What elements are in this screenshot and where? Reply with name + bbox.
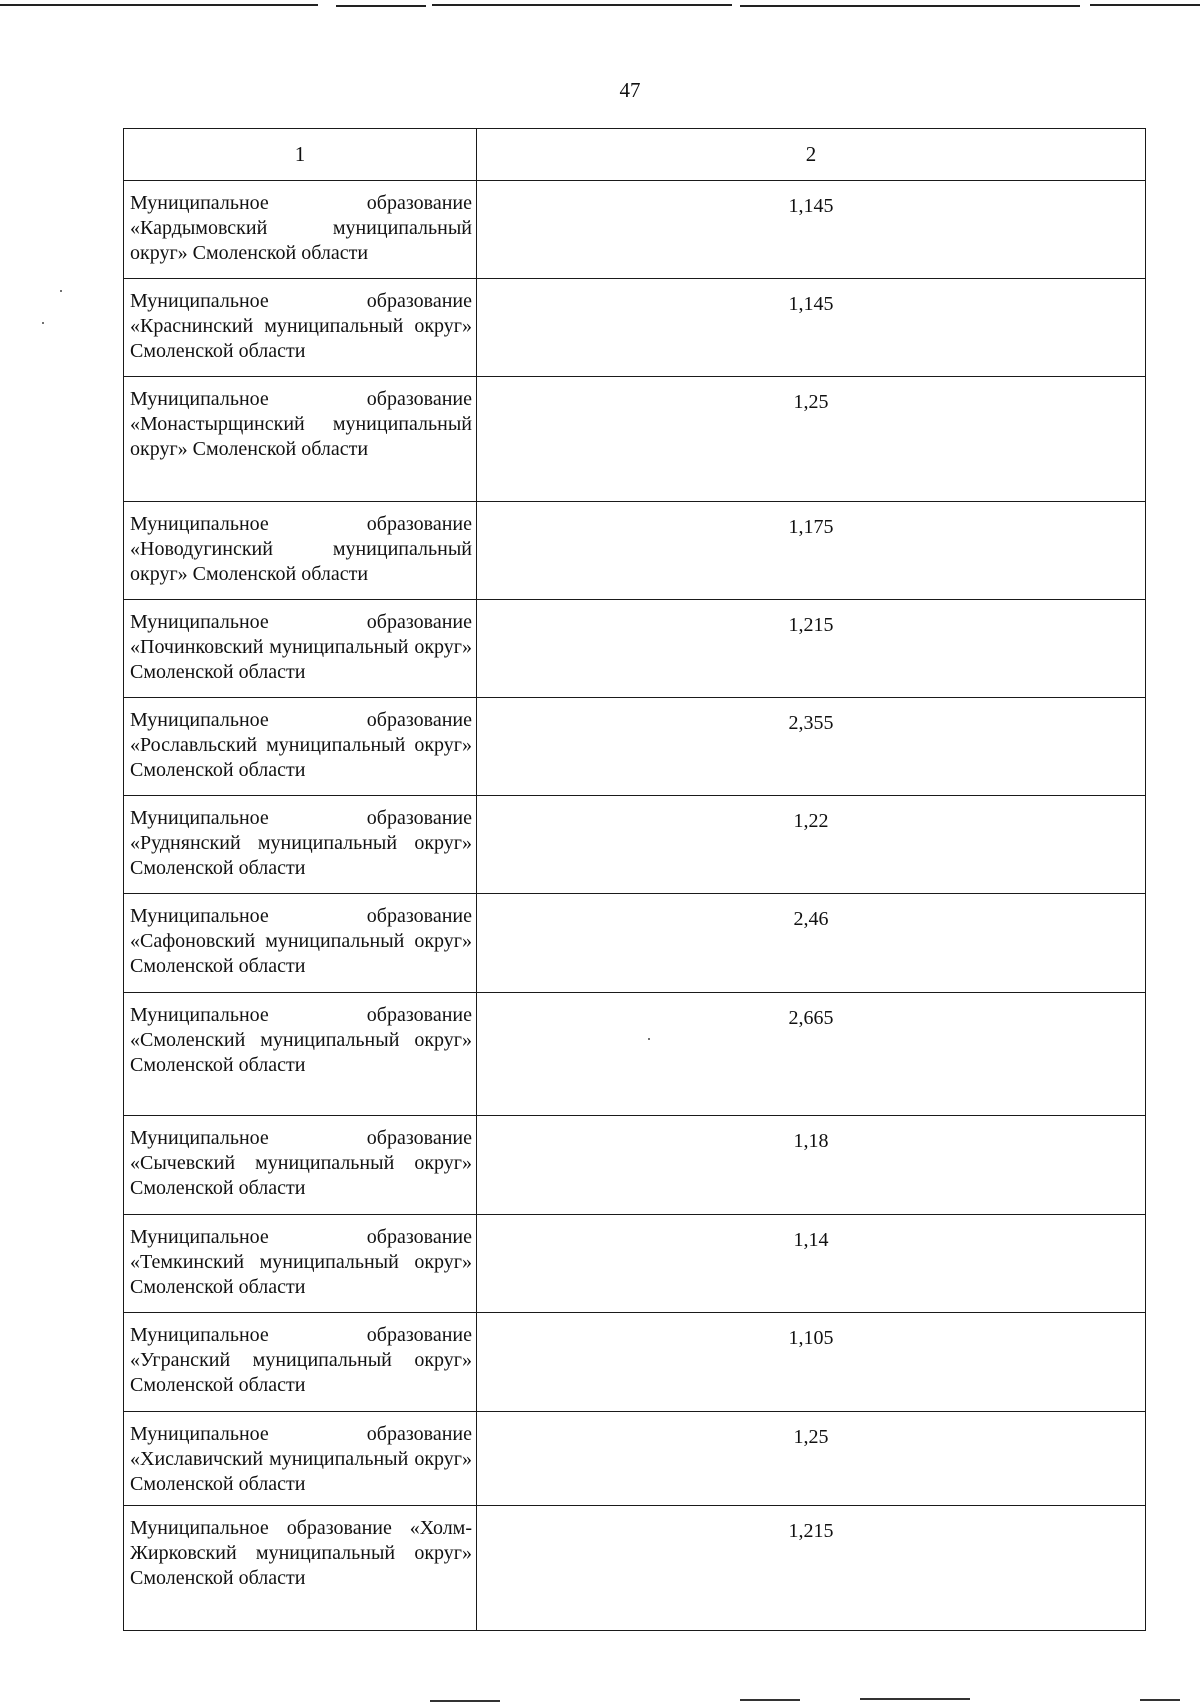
scan-bottom-edge	[0, 1697, 1200, 1703]
scan-speck	[42, 322, 44, 324]
table-row	[124, 1313, 1146, 1412]
coefficient-value: 1,145	[477, 181, 1146, 279]
coefficient-value: 1,145	[477, 279, 1146, 377]
table-row	[124, 279, 1146, 377]
municipality-name: Муниципальное образование «Сычевский муниципальный округ» Смоленской области	[124, 1116, 477, 1215]
municipality-name: Муниципальное образование «Сафоновский муниципальный округ» Смоленской области	[124, 894, 477, 993]
municipality-name: Муниципальное образование «Темкинский муниципальный округ» Смоленской области	[124, 1215, 477, 1313]
table-row	[124, 600, 1146, 698]
coefficient-value: 1,18	[477, 1116, 1146, 1215]
coefficient-value: 1,25	[477, 1412, 1146, 1506]
table-row	[124, 1215, 1146, 1313]
coefficient-value: 2,46	[477, 894, 1146, 993]
municipality-name: Муниципальное образование «Починковский муниципальный округ» Смоленской области	[124, 600, 477, 698]
coefficient-value: 1,175	[477, 502, 1146, 600]
municipality-name: Муниципальное образование «Смоленский муниципальный округ» Смоленской области	[124, 993, 477, 1116]
municipality-name: Муниципальное образование «Руднянский муниципальный округ» Смоленской области	[124, 796, 477, 894]
coefficient-value: 1,215	[477, 600, 1146, 698]
coefficient-value: 1,22	[477, 796, 1146, 894]
table-row	[124, 894, 1146, 993]
table-row	[124, 502, 1146, 600]
column-header-1: 1	[124, 129, 477, 181]
municipality-name: Муниципальное образование «Монастырщинский муниципальный округ» Смоленской области	[124, 377, 477, 502]
coefficient-value: 1,105	[477, 1313, 1146, 1412]
table-row	[124, 377, 1146, 502]
coefficient-value: 2,355	[477, 698, 1146, 796]
municipality-name: Муниципальное образование «Хиславичский муниципальный округ» Смоленской области	[124, 1412, 477, 1506]
table-row	[124, 1506, 1146, 1631]
scan-speck	[60, 290, 62, 292]
municipality-name: Муниципальное образование «Кардымовский муниципальный округ» Смоленской области	[124, 181, 477, 279]
municipality-name: Муниципальное образование «Холм-Жирковский муниципальный округ» Смоленской области	[124, 1506, 477, 1631]
municipality-name: Муниципальное образование «Рославльский муниципальный округ» Смоленской области	[124, 698, 477, 796]
coefficient-value: 1,14	[477, 1215, 1146, 1313]
table-header-row	[124, 129, 1146, 181]
table-row	[124, 1116, 1146, 1215]
table-row	[124, 181, 1146, 279]
municipality-name: Муниципальное образование «Угранский муниципальный округ» Смоленской области	[124, 1313, 477, 1412]
coefficient-value: 1,215	[477, 1506, 1146, 1631]
table-row	[124, 1412, 1146, 1506]
table-row	[124, 698, 1146, 796]
column-header-2: 2	[477, 129, 1146, 181]
table-row	[124, 993, 1146, 1116]
data-table	[123, 128, 1146, 1631]
coefficient-value: 1,25	[477, 377, 1146, 502]
municipality-name: Муниципальное образование «Новодугинский муниципальный округ» Смоленской области	[124, 502, 477, 600]
municipality-name: Муниципальное образование «Краснинский муниципальный округ» Смоленской области	[124, 279, 477, 377]
page-number: 47	[619, 78, 641, 102]
scan-top-edge	[0, 4, 1200, 7]
table-row	[124, 796, 1146, 894]
coefficient-value: 2,665	[477, 993, 1146, 1116]
